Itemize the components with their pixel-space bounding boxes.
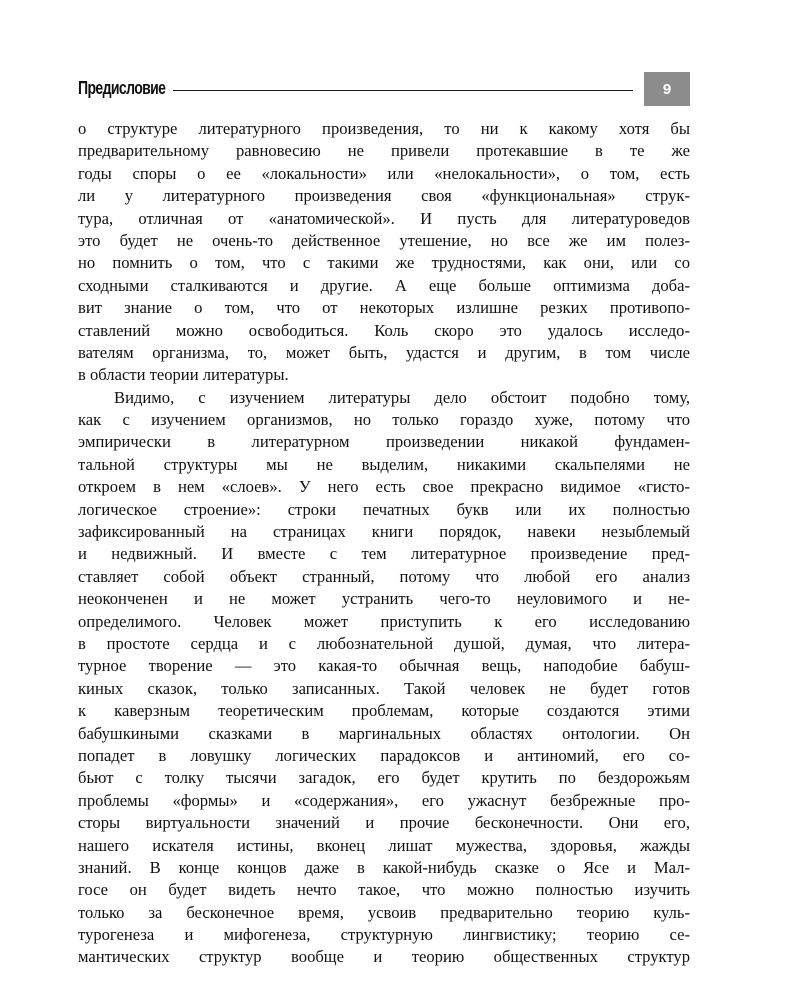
text-line: ставлений можно освободиться. Коль скоро это удалось исследо- [78,320,690,340]
text-line: только за бесконечное время, усвоив предварительно теорию куль- [78,902,690,922]
text-line: зафиксированный на страницах книги порядок, навеки незыблемый [78,522,690,542]
text-line: вателям организма, то, может быть, удастся и другим, в том числе [78,342,690,362]
page-number: 9 [662,80,672,98]
text-line: предварительному равновесию не привели протекавшие в те же [78,141,690,161]
text-line: тура, отличная от «анатомической». И пусть для литературоведов [78,208,690,228]
header-rule [173,90,633,91]
text-line: госе он будет видеть нечто такое, что можно полностью изучить [78,880,690,900]
text-line: и недвижный. И вместе с тем литературное произведение пред- [78,544,690,564]
text-line: в простоте сердца и с любознательной душой, думая, что литера- [78,633,690,653]
text-line: Видимо, с изучением литературы дело обстоит подобно тому, [114,387,690,407]
text-line: в области теории литературы. [78,365,289,385]
page-number-box [644,72,690,106]
text-line: ставляет собой объект странный, потому что любой его анализ [78,566,690,586]
text-line: ли у литературного произведения своя «функциональная» струк- [78,186,690,206]
text-line: бьют с толку тысячи загадок, его будет крутить по бездорожьям [78,768,690,788]
text-line: попадет в ловушку логических парадоксов и антиномий, его со- [78,745,690,765]
text-line: логическое строение»: строки печатных букв или их полностью [78,499,690,519]
text-line: турогенеза и мифогенеза, структурную лингвистику; теорию се- [78,925,690,945]
text-line: неоконченен и не может устранить чего-то неуловимого и не- [78,589,690,609]
text-line: вит знание о том, что от некоторых излишне резких противопо- [78,298,690,318]
text-line: знаний. В конце концов даже в какой-нибудь сказке о Ясе и Мал- [78,857,690,877]
running-header [78,72,690,104]
text-line: годы споры о ее «локальности» или «нелокальности», о том, есть [78,163,690,183]
paragraph-2 [78,387,690,969]
text-line: киных сказок, только записанных. Такой человек не будет готов [78,678,690,698]
text-line: тальной структуры мы не выделим, никакими скальпелями не [78,454,690,474]
text-line: но помнить о том, что с такими же трудностями, как они, или со [78,253,690,273]
text-line: это будет не очень-то действенное утешение, но все же им полез- [78,230,690,250]
text-line: сходными сталкиваются и другие. А еще больше оптимизма доба- [78,275,690,295]
text-line: о структуре литературного произведения, то ни к какому хотя бы [78,119,690,138]
text-line: эмпирически в литературном произведении никакой фундамен- [78,432,690,452]
body-text [78,118,690,969]
text-line: мантических структур вообще и теорию общественных структур [78,947,690,967]
paragraph-1 [78,118,690,387]
text-line: как с изучением организмов, но только гораздо хуже, потому что [78,410,690,430]
text-line: нашего искателя истины, вконец лишат мужества, здоровья, жажды [78,835,690,855]
text-line: турное творение — это какая-то обычная вещь, наподобие бабуш- [78,656,690,676]
text-line: проблемы «формы» и «содержания», его ужаснут безбрежные про- [78,790,690,810]
text-line: определимого. Человек может приступить к его исследованию [78,611,690,631]
text-line: бабушкиными сказками в маргинальных областях онтологии. Он [78,723,690,743]
text-line: откроем в нем «слоев». У него есть свое прекрасно видимое «гисто- [78,477,690,497]
text-line: к каверзным теоретическим проблемам, которые создаются этими [78,701,690,721]
text-line: сторы виртуальности значений и прочие бесконечности. Они его, [78,813,690,833]
running-header-title: Предисловие [78,78,166,98]
